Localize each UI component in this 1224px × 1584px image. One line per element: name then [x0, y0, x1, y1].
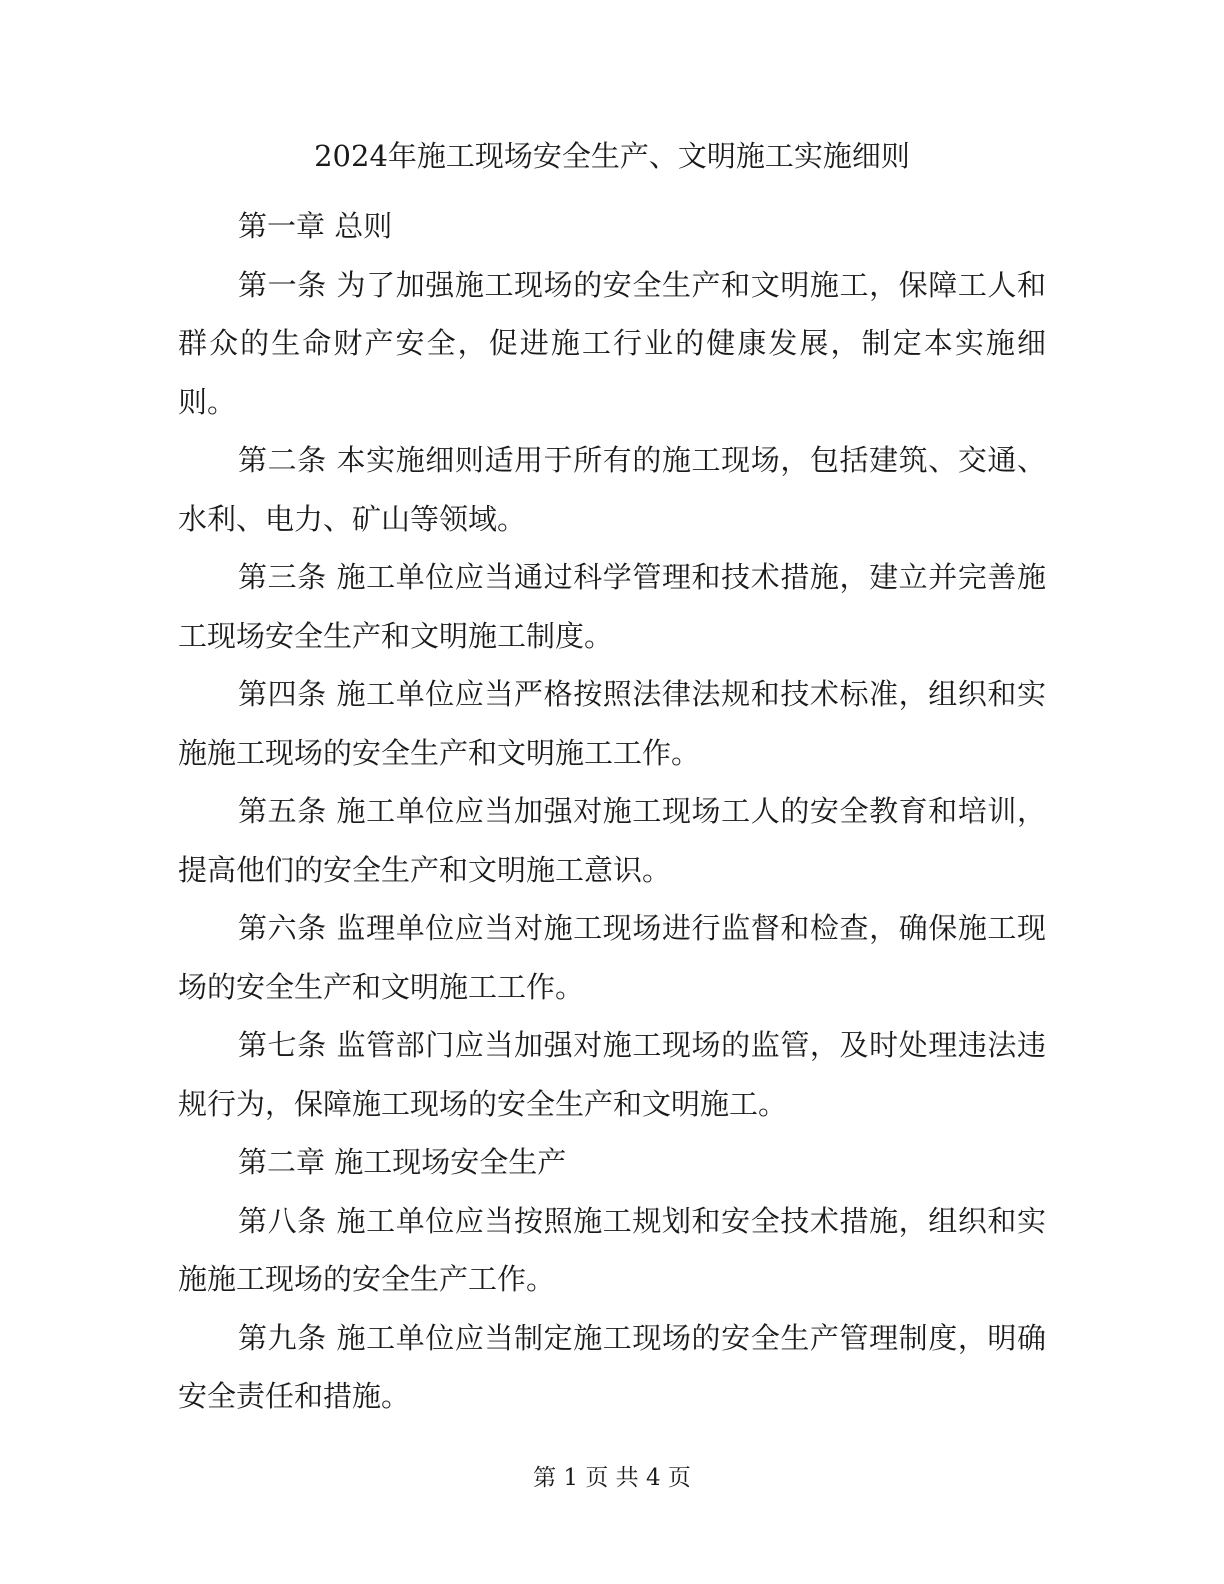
article-5: 第五条 施工单位应当加强对施工现场工人的安全教育和培训，提高他们的安全生产和文明施工意识。	[178, 794, 1046, 887]
article-3: 第三条 施工单位应当通过科学管理和技术措施，建立并完善施工现场安全生产和文明施工制度。	[178, 560, 1046, 653]
document-title: 2024年施工现场安全生产、文明施工实施细则	[314, 139, 910, 173]
chapter-heading-1: 第一章 总则	[238, 209, 393, 243]
article-7: 第七条 监管部门应当加强对施工现场的监管，及时处理违法违规行为，保障施工现场的安全生产和文明施工。	[178, 1028, 1046, 1121]
chapter-heading-2: 第二章 施工现场安全生产	[238, 1145, 567, 1179]
article-8: 第八条 施工单位应当按照施工规划和安全技术措施，组织和实施施工现场的安全生产工作。	[178, 1203, 1046, 1296]
article-1: 第一条 为了加强施工现场的安全生产和文明施工，保障工人和群众的生命财产安全，促进施工行业的健康发展，制定本实施细则。	[178, 267, 1046, 419]
document-body	[178, 197, 1046, 1426]
page-footer: 第 1 页 共 4 页	[533, 1465, 691, 1491]
article-4: 第四条 施工单位应当严格按照法律法规和技术标准，组织和实施施工现场的安全生产和文明施工工作。	[178, 677, 1046, 770]
article-6: 第六条 监理单位应当对施工现场进行监督和检查，确保施工现场的安全生产和文明施工工作。	[178, 911, 1046, 1004]
article-2: 第二条 本实施细则适用于所有的施工现场，包括建筑、交通、水利、电力、矿山等领域。	[178, 443, 1046, 536]
article-9: 第九条 施工单位应当制定施工现场的安全生产管理制度，明确安全责任和措施。	[178, 1320, 1046, 1413]
